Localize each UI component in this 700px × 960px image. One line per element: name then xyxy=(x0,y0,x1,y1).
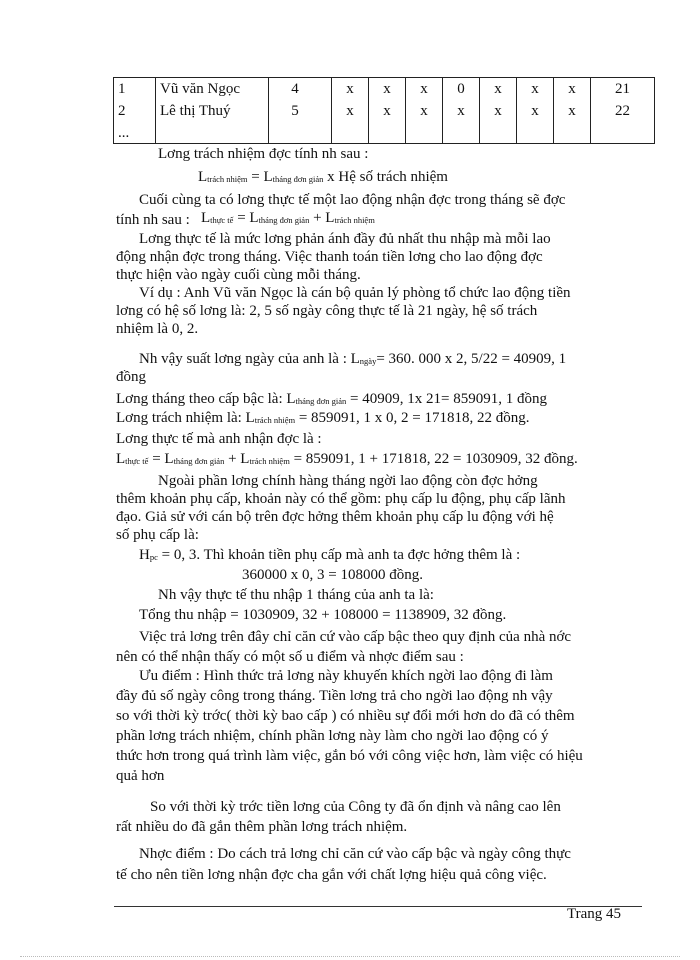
allowance-line: Hpc = 0, 3. Thì khoản tiền phụ cấp mà anh ta đợc hởng thêm là : xyxy=(139,547,521,563)
text-line: Lơng thực tế là mức lơng phản ánh đầy đủ nhất thu nhập mà mỗi lao xyxy=(139,231,551,247)
day-mark-cell: x xyxy=(369,78,406,102)
text-line: lơng có hệ số lơng là: 2, 5 số ngày công thực tế là 21 ngày, hệ số trách xyxy=(116,303,538,319)
text-line: đầy đủ số ngày công trong tháng. Tiền lơng trả cho ngời lao động nh vậy xyxy=(116,688,553,704)
footer-divider xyxy=(114,906,642,907)
coefficient-cell: 4 xyxy=(269,78,332,102)
row-number-cell: 2 xyxy=(114,101,156,123)
employee-name-cell: Lê thị Thuý xyxy=(156,101,269,123)
text-line: phần lơng trách nhiệm, chính phần lơng này làm cho ngời lao động có ý xyxy=(116,728,549,744)
text-line: Ví dụ : Anh Vũ văn Ngọc là cán bộ quản lý phòng tổ chức lao động tiền xyxy=(139,285,571,301)
day-mark-cell xyxy=(369,123,406,144)
text-line: tính nh sau : xyxy=(116,212,190,228)
text-line: Việc trả lơng trên đây chỉ căn cứ vào cấp bậc theo quy định của nhà nớc xyxy=(139,629,572,645)
text-line: thực hiện vào ngày cuối cùng mỗi tháng. xyxy=(116,267,361,283)
day-mark-cell: x xyxy=(554,101,591,123)
day-mark-cell xyxy=(332,123,369,144)
total-days-cell: 22 xyxy=(591,101,655,123)
text-line: Ngoài phần lơng chính hàng tháng ngời lao động còn đợc hởng xyxy=(158,473,538,489)
text-line: đạo. Giả sử với cán bộ trên đợc hởng thêm khoản phụ cấp lu động với hệ xyxy=(116,509,554,525)
total-days-cell: 21 xyxy=(591,78,655,102)
daily-wage-line: Nh vậy suất lơng ngày của anh là : Lngày= 360. 000 x 2, 5/22 = 40909, 1 xyxy=(139,351,567,367)
day-mark-cell: x xyxy=(332,101,369,123)
text-line: đồng xyxy=(116,369,146,385)
attendance-table xyxy=(113,77,655,144)
day-mark-cell: x xyxy=(517,101,554,123)
text-line: quả hơn xyxy=(116,768,165,784)
day-mark-cell: x xyxy=(369,101,406,123)
monthly-wage-line: Lơng tháng theo cấp bậc là: Ltháng đơn giản = 40909, 1x 21= 859091, 1 đồng xyxy=(116,391,547,407)
day-mark-cell xyxy=(406,123,443,144)
day-mark-cell: x xyxy=(480,101,517,123)
text-line: động nhận đợc trong tháng. Việc thanh toán tiền lơng cho lao động đợc xyxy=(116,249,543,265)
row-number-cell: ... xyxy=(114,123,156,144)
formula-actual-pay: Lthực tế = Ltháng đơn giản + Ltrách nhiệm xyxy=(201,210,375,226)
day-mark-cell: x xyxy=(443,101,480,123)
text-line: số phụ cấp là: xyxy=(116,527,199,543)
page-bottom-dotted-border xyxy=(20,956,680,957)
text-line: thêm khoản phụ cấp, khoản này có thể gồm: phụ cấp lu động, phụ cấp lãnh xyxy=(116,491,566,507)
text-line: Cuối cùng ta có lơng thực tế một lao động nhận đợc trong tháng sẽ đợc xyxy=(139,192,566,208)
text-line: rất nhiều do đã gắn thêm phần lơng trách nhiệm. xyxy=(116,819,408,835)
text-line: tế cho nên tiền lơng nhận đợc cha gắn với chất lợng hiệu quả công việc. xyxy=(116,867,547,883)
text-line: so với thời kỳ trớc( thời kỳ bao cấp ) có nhiều sự đổi mới hơn do đã có thêm xyxy=(116,708,575,724)
text-line: nhiệm là 0, 2. xyxy=(116,321,199,337)
total-days-cell xyxy=(591,123,655,144)
day-mark-cell: x xyxy=(480,78,517,102)
day-mark-cell xyxy=(480,123,517,144)
day-mark-cell: x xyxy=(554,78,591,102)
total-income-line: Tổng thu nhập = 1030909, 32 + 108000 = 1138909, 32 đồng. xyxy=(139,607,507,623)
page-number: Trang 45 xyxy=(567,906,622,922)
text-line: 360000 x 0, 3 = 108000 đồng. xyxy=(242,567,423,583)
day-mark-cell: 0 xyxy=(443,78,480,102)
text-line: Lơng trách nhiệm đợc tính nh sau : xyxy=(158,146,369,162)
table-row xyxy=(114,123,655,144)
day-mark-cell: x xyxy=(332,78,369,102)
formula-responsibility-pay: Ltrách nhiệm = Ltháng đơn giản x Hệ số trách nhiệm xyxy=(198,169,448,185)
day-mark-cell xyxy=(443,123,480,144)
employee-name-cell xyxy=(156,123,269,144)
text-line: So với thời kỳ trớc tiền lơng của Công ty đã ổn định và nâng cao lên xyxy=(150,799,561,815)
table-row xyxy=(114,78,655,102)
day-mark-cell: x xyxy=(406,78,443,102)
table-row xyxy=(114,101,655,123)
text-line: Nh vậy thực tế thu nhập 1 tháng của anh ta là: xyxy=(158,587,434,603)
actual-wage-line: Lthực tế = Ltháng đơn giản + Ltrách nhiệm = 859091, 1 + 171818, 22 = 1030909, 32 đồng. xyxy=(116,451,578,467)
coefficient-cell: 5 xyxy=(269,101,332,123)
text-line: thức hơn trong quá trình làm việc, gắn bó với công việc hơn, làm việc có hiệu xyxy=(116,748,583,764)
day-mark-cell xyxy=(554,123,591,144)
day-mark-cell: x xyxy=(406,101,443,123)
coefficient-cell xyxy=(269,123,332,144)
responsibility-wage-line: Lơng trách nhiệm là: Ltrách nhiệm = 859091, 1 x 0, 2 = 171818, 22 đồng. xyxy=(116,410,530,426)
day-mark-cell: x xyxy=(517,78,554,102)
text-line: Ưu điểm : Hình thức trả lơng này khuyến khích ngời lao động đi làm xyxy=(139,668,553,684)
row-number-cell: 1 xyxy=(114,78,156,102)
text-line: nên có thể nhận thấy có một số u điểm và nhợc điểm sau : xyxy=(116,649,464,665)
employee-name-cell: Vũ văn Ngọc xyxy=(156,78,269,102)
day-mark-cell xyxy=(517,123,554,144)
text-line: Nhợc điểm : Do cách trả lơng chỉ căn cứ vào cấp bậc và ngày công thực xyxy=(139,846,571,862)
text-line: Lơng thực tế mà anh nhận đợc là : xyxy=(116,431,322,447)
